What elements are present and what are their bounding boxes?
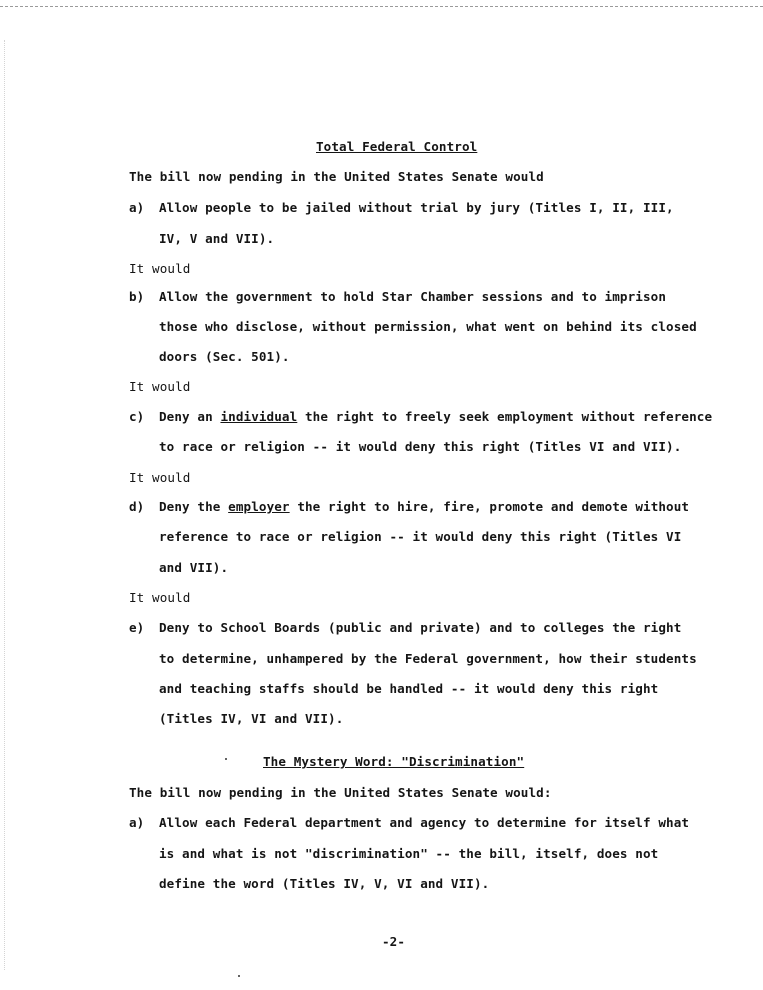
connector-3: It would	[129, 470, 191, 485]
item-c-line1	[159, 409, 712, 425]
connector-4: It would	[129, 590, 191, 605]
item-d-line3: and VII).	[159, 560, 229, 575]
page-number: -2-	[382, 934, 406, 949]
s2-item-a-line3: define the word (Titles IV, V, VI and VII).	[159, 876, 490, 891]
section2-intro: The bill now pending in the United States Senate would:	[129, 785, 552, 800]
s2-item-a-line2: is and what is not "discrimination" -- the bill, itself, does not	[159, 846, 659, 861]
item-d-line1-pre: Deny the	[159, 499, 221, 514]
item-e-line2: to determine, unhampered by the Federal government, how their students	[159, 651, 697, 666]
item-c-emphasis: individual	[220, 409, 298, 424]
item-e-line4: (Titles IV, VI and VII).	[159, 711, 344, 726]
item-c-line1-post: the right to freely seek employment without reference	[304, 409, 713, 424]
left-scan-edge	[4, 40, 5, 970]
item-b-line1: Allow the government to hold Star Chamber sessions and to imprison	[159, 289, 667, 304]
item-b-label: b)	[129, 289, 145, 304]
section1-intro: The bill now pending in the United States Senate would	[129, 169, 544, 184]
item-c-line2: to race or religion -- it would deny this right (Titles VI and VII).	[159, 439, 682, 454]
section-title-mystery-word: The Mystery Word: "Discrimination"	[263, 754, 525, 769]
item-c-line1-pre: Deny an	[159, 409, 213, 424]
item-b-line3: doors (Sec. 501).	[159, 349, 290, 364]
item-d-emphasis: employer	[228, 499, 290, 514]
item-c-label: c)	[129, 409, 145, 424]
s2-item-a-label: a)	[129, 815, 145, 830]
item-e-label: e)	[129, 620, 145, 635]
item-e-line1: Deny to School Boards (public and private) and to colleges the right	[159, 620, 682, 635]
item-d-label: d)	[129, 499, 145, 514]
connector-2: It would	[129, 379, 191, 394]
connector-1: It would	[129, 261, 191, 276]
scan-speck	[238, 975, 240, 977]
item-e-line3: and teaching staffs should be handled -- it would deny this right	[159, 681, 659, 696]
item-d-line1	[159, 499, 689, 515]
section-title-total-federal-control: Total Federal Control	[316, 139, 478, 154]
item-a-label: a)	[129, 200, 145, 215]
item-a-line2: IV, V and VII).	[159, 231, 275, 246]
item-a-line1: Allow people to be jailed without trial by jury (Titles I, II, III,	[159, 200, 674, 215]
s2-item-a-line1: Allow each Federal department and agency to determine for itself what	[159, 815, 690, 830]
scan-speck	[225, 758, 227, 760]
item-d-line1-post: the right to hire, fire, promote and demote without	[297, 499, 690, 514]
item-d-line2: reference to race or religion -- it would deny this right (Titles VI	[159, 529, 682, 544]
item-b-line2: those who disclose, without permission, what went on behind its closed	[159, 319, 697, 334]
top-scan-edge	[0, 6, 763, 7]
